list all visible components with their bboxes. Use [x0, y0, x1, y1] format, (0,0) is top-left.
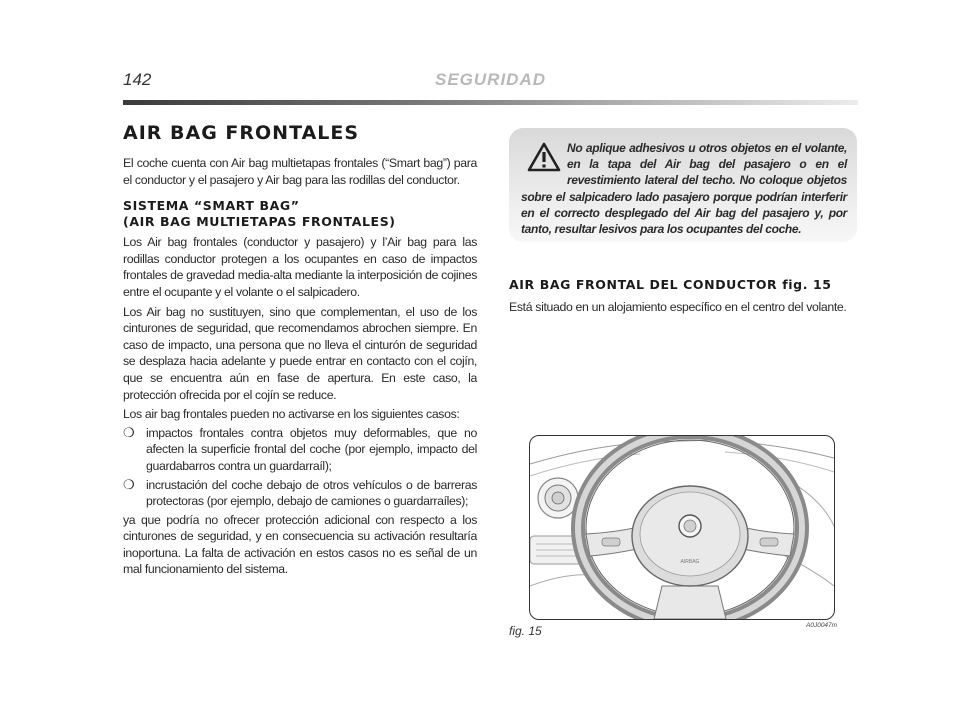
- list-item: [123, 477, 477, 510]
- bullet-circle-icon: ❍: [123, 424, 135, 440]
- section-header: SEGURIDAD: [435, 70, 547, 89]
- warning-text-content: No aplique adhesivos u otros objetos en el volante, en la tapa del Air bag del pasajero o en el revestimiento lateral del techo. No coloque objetos sobre el salpicadero lado pasajero porque podrían interferir en el correcto desplegado del Air bag del pasajero y, por tanto, resultar lesivos para los ocupantes del coche.: [521, 141, 847, 237]
- list-item-text: incrustación del coche debajo de otros vehículos o de barreras protectoras (por ejemplo, debajo de camiones o guardarraíles);: [146, 477, 477, 509]
- smart-bag-heading-line1: SISTEMA “SMART BAG”: [123, 198, 300, 214]
- header-rule: [123, 100, 858, 105]
- list-item-text: impactos frontales contra objetos muy deformables, que no afecten la superficie frontal del coche (por ejemplo, impacto del guardabarros contra un guardarraíl);: [146, 425, 477, 473]
- body-paragraph-2: Los Air bag no sustituyen, sino que complementan, el uso de los cinturones de seguridad, que recomendamos abrochen siempre. En caso de impacto, una persona que no lleva el cinturón de seguridad se desplaza hacia adelante y puede entrar en contacto con el cojín, que se encuentra aún en fase de apertura. En este caso, la protección ofrecida por el cojín se reduce.: [123, 304, 477, 402]
- smart-bag-heading-line2: (AIR BAG MULTIETAPAS FRONTALES): [123, 214, 396, 230]
- figure-code: A0J0047m: [806, 622, 838, 629]
- left-column: [123, 122, 477, 578]
- warning-text: [521, 140, 847, 237]
- warning-box: [509, 128, 857, 242]
- driver-airbag-text: Está situado en un alojamiento específico en el centro del volante.: [509, 300, 847, 314]
- smart-bag-heading: [123, 198, 477, 230]
- airbag-label: AIRBAG: [680, 559, 700, 565]
- page-number: 142: [123, 70, 152, 89]
- bullet-circle-icon: ❍: [123, 476, 135, 492]
- figure-caption: fig. 15: [509, 624, 542, 638]
- body-paragraph-3: Los air bag frontales pueden no activarse en los siguientes casos:: [123, 407, 460, 422]
- steering-wheel-illustration: [530, 436, 834, 619]
- non-activation-list: [123, 425, 477, 510]
- intro-paragraph: El coche cuenta con Air bag multietapas frontales (“Smart bag”) para el conductor y el pasajero y Air bag para las rodillas del conductor.: [123, 156, 477, 187]
- body-paragraph-1: Los Air bag frontales (conductor y pasajero) y l’Air bag para las rodillas conductor protegen a los ocupantes en caso de impactos frontales de gravedad media-alta mediante la interposición de cojines entre el ocupante y el volante o el salpicadero.: [123, 235, 477, 299]
- main-title: AIR BAG FRONTALES: [123, 122, 360, 144]
- driver-airbag-heading: AIR BAG FRONTAL DEL CONDUCTOR fig. 15: [509, 277, 832, 292]
- list-item: [123, 425, 477, 475]
- steering-wheel-figure: [529, 435, 835, 620]
- body-paragraph-4: ya que podría no ofrecer protección adicional con respecto a los cinturones de seguridad, y en consecuencia su activación resultaría inoportuna. La falta de activación en estos casos no es señal de un mal funcionamiento del sistema.: [123, 512, 477, 577]
